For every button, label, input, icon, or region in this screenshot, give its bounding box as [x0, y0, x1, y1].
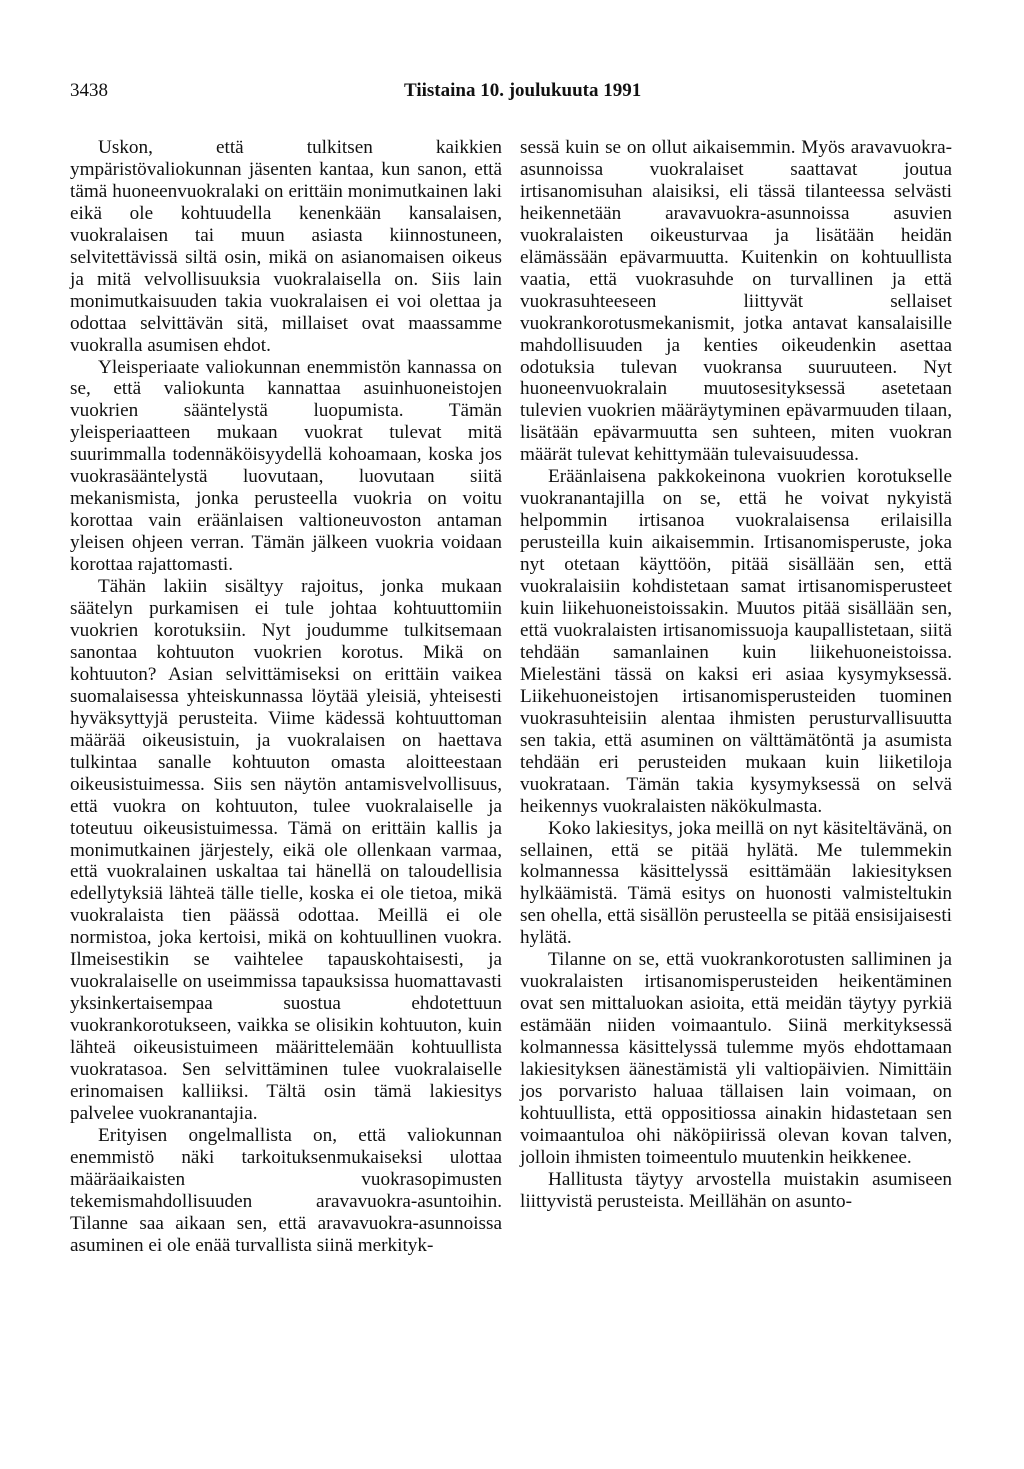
right-column	[520, 137, 952, 1213]
paragraph: Eräänlaisena pakkokeinona vuokrien korotukselle vuokranantajilla on se, että he voivat nykyistä helpommin irtisanoa vuokralaisensa erilaisilla perusteilla kuin aikaisemmin. Irtisanomisperuste, joka nyt otetaan käyttöön, pitää sisällään sen, että vuokralaisiin kohdistetaan samat irtisanomisperusteet kuin liikehuoneistoissakin. Muutos pitää sisällään sen, että vuokralaisten irtisanomissuoja kaupallistetaan, siitä tehdään samanlainen kuin liikehuoneistoissa. Mielestäni tässä on kaksi eri asiaa kysymyksessä. Liikehuoneistojen irtisanomisperusteiden tuominen vuokrasuhteisiin alentaa ihmisten perusturvallisuutta sen takia, että asuminen on välttämätöntä ja asumista tehdään eri perusteiden mukaan kuin liiketiloja vuokrataan. Tämän takia kysymyksessä on selvä heikennys vuokralaisten näkökulmasta.	[520, 466, 952, 817]
paragraph: Hallitusta täytyy arvostella muistakin asumiseen liittyvistä perusteista. Meillähän on asunto-	[520, 1168, 952, 1212]
left-column	[70, 137, 502, 1257]
paragraph: Yleisperiaate valiokunnan enemmistön kannassa on se, että valiokunta kannattaa asuinhuoneistojen vuokrien sääntelystä luopumista. Tämän yleisperiaatteen mukaan vuokrat tulevat mitä suurimmalla todennäköisyydellä kohoamaan, koska jos vuokrasääntelystä luovutaan, luovutaan siitä mekanismista, jonka perusteella vuokria on voitu korottaa vain eräänlaisen valtioneuvoston antaman yleisen ohjeen verran. Tämän jälkeen vuokria voidaan korottaa rajattomasti.	[70, 356, 502, 576]
paragraph: Tilanne on se, että vuokrankorotusten salliminen ja vuokralaisten irtisanomisperusteiden heikentäminen ovat sen mittaluokan asioita, että meidän täytyy pyrkiä estämään niiden voimaantulo. Siinä merkityksessä kolmannessa käsittelyssä tulemme myös ehdottamaan lakiesityksen äänestämistä yli valtiopäivien. Nimittäin jos porvaristo haluaa tällaisen lain voimaan, on kohtuullista, että oppositiossa ainakin hidastetaan sen voimaantuloa ohi näköpiirissä olevan kovan talven, jolloin ihmisten toimeentulo muutenkin heikkenee.	[520, 949, 952, 1168]
paragraph-continued: sessä kuin se on ollut aikaisemmin. Myös aravavuokra-asunnoissa vuokralaiset saattavat joutua irtisanomisuhan alaisiksi, eli tässä tilanteessa selvästi heikennetään aravavuokra-asunnoissa asuvien vuokralaisten oikeusturvaa ja lisätään heidän elämässään epävarmuutta. Kuitenkin on kohtuullista vaatia, että vuokrasuhde on turvallinen ja että vuokrasuhteeseen liittyvät sellaiset vuokrankorotusmekanismit, jotka antavat kansalaisille mahdollisuuden ja kenties oikeudenkin asettaa odotuksia tulevan vuokransa suuruuteen. Nyt huoneenvuokralain muutosesityksessä asetetaan tulevien vuokrien määräytyminen epävarmuuden tilaan, lisätään epävarmuutta sen suhteen, miten vuokran määrät tulevat kehittymään tulevaisuudessa.	[520, 137, 952, 466]
page-header	[70, 80, 950, 104]
page-number: 3438	[70, 80, 108, 101]
paragraph: Koko lakiesitys, joka meillä on nyt käsiteltävänä, on sellainen, että se pitää hylätä. Me tulemmekin kolmannessa käsittelyssä esittämään lakiesityksen hylkäämistä. Tämä esitys on huonosti valmisteltukin sen ohella, että sisällön perusteella se pitää ensisijaisesti hylätä.	[520, 817, 952, 949]
session-date: Tiistaina 10. joulukuuta 1991	[404, 80, 642, 101]
paragraph: Tähän lakiin sisältyy rajoitus, jonka mukaan säätelyn purkamisen ei tule johtaa kohtuuttomiin vuokrien korotuksiin. Nyt joudumme tulkitsemaan sanontaa kohtuuton vuokrien korotus. Mikä on kohtuuton? Asian selvittämiseksi on erittäin vaikea suomalaisessa yhteiskunnassa löytää yleisiä, yhteisesti hyväksyttyjä perusteita. Viime kädessä kohtuuttoman määrää oikeusistuin, ja vuokralaisen on haettava tulkintaa sanalle kohtuuton omasta aloitteestaan oikeusistuimessa. Siis sen näytön antamisvelvollisuus, että vuokra on kohtuuton, tulee vuokralaiselle ja toteutuu oikeusistuimessa. Tämä on erittäin kallis ja monimutkainen järjestely, eikä ole ollenkaan varmaa, että vuokralainen uskaltaa tai hänellä on taloudellisia edellytyksiä lähteä tälle tielle, koska ei ole tietoa, mikä vuokralaista tien päässä odottaa. Meillä ei ole normistoa, joka kertoisi, mikä on kohtuullinen vuokra. Ilmeisestikin se vaihtelee tapauskohtaisesti, ja vuokralaiselle on useimmissa tapauksissa huomattavasti yksinkertaisempaa suostua ehdotettuun vuokrankorotukseen, vaikka se olisikin kohtuuton, kuin lähteä oikeusistuimeen määrittelemään kohtuullista vuokratasoa. Sen selvittäminen tulee vuokralaiselle erinomaisen kalliiksi. Tältä osin tämä lakiesitys palvelee vuokranantajia.	[70, 576, 502, 1124]
paragraph: Erityisen ongelmallista on, että valiokunnan enemmistö näki tarkoituksenmukaiseksi ulottaa määräaikaisten vuokrasopimusten tekemismahdollisuuden aravavuokra-asuntoihin. Tilanne saa aikaan sen, että aravavuokra-asunnoissa asuminen ei ole enää turvallista siinä merkityk-	[70, 1124, 502, 1256]
paragraph: Uskon, että tulkitsen kaikkien ympäristövaliokunnan jäsenten kantaa, kun sanon, että tämä huoneenvuokralaki on erittäin monimutkainen laki eikä ole kohtuudella kenenkään kansalaisen, vuokralaisen tai muun asiasta kiinnostuneen, selvitettävissä siltä osin, mikä on asianomaisen oikeus ja mitä velvollisuuksia vuokralaisella on. Siis lain monimutkaisuuden takia vuokralaisen ei voi olettaa ja odottaa selvittävän sitä, millaiset ovat maassamme vuokralla asumisen ehdot.	[70, 137, 502, 356]
